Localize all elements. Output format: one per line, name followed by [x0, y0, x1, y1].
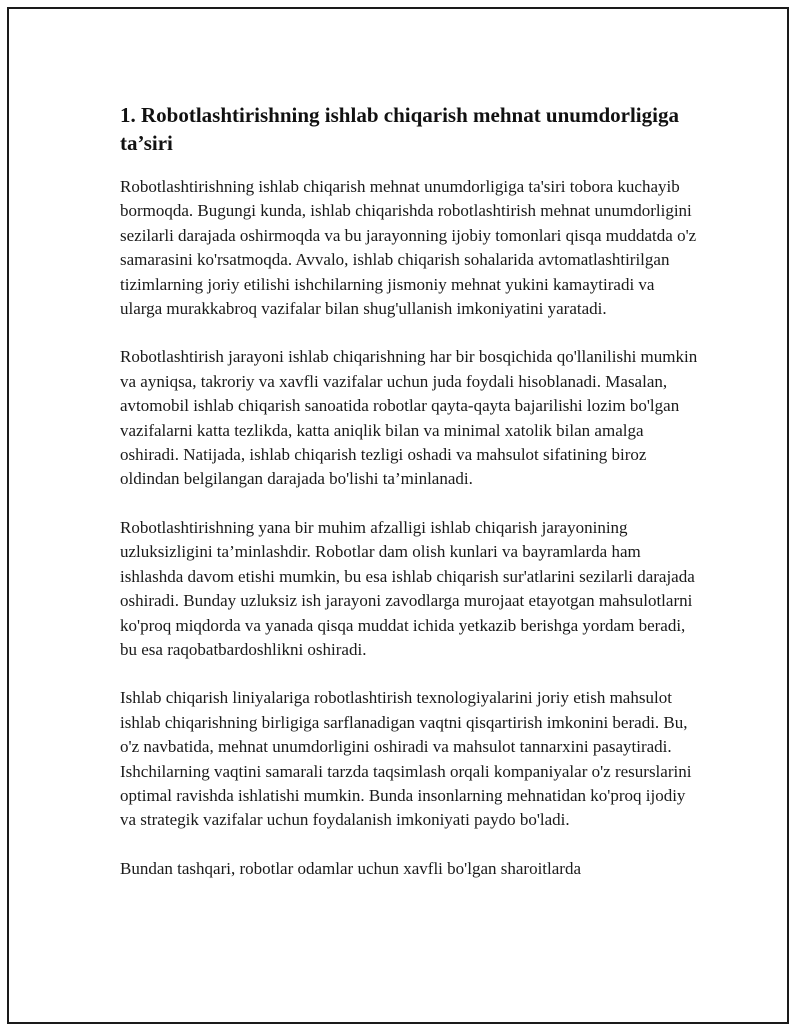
document-content	[120, 101, 700, 905]
paragraph-2: Robotlashtirish jarayoni ishlab chiqarishning har bir bosqichida qo'llanilishi mumkin va ayniqsa, takroriy va xavfli vazifalar uchun juda foydali hisoblanadi. Masalan, avtomobil ishlab chiqarish sanoatida robotlar qayta-qayta bajarilishi lozim bo'lgan vazifalarni katta tezlikda, katta aniqlik bilan va minimal xatolik bilan amalga oshiradi. Natijada, ishlab chiqarish tezligi oshadi va mahsulot sifatining biroz oldindan belgilangan darajada bo'lishi ta’minlanadi.	[120, 347, 698, 489]
paragraph-5: Bundan tashqari, robotlar odamlar uchun xavfli bo'lgan sharoitlarda	[120, 858, 581, 878]
paragraph-4: Ishlab chiqarish liniyalariga robotlashtirish texnologiyalarini joriy etish mahsulot ishlab chiqarishning birligiga sarflanadigan vaqtni qisqartirish imkonini beradi. Bu, o'z navbatida, mehnat unumdorligini oshiradi va mahsulot tannarxini pasaytiradi. Ishchilarning vaqtini samarali tarzda taqsimlash orqali kompaniyalar o'z resurslarini optimal ravishda ishlatishi mumkin. Bunda insonlarning mehnatidan ko'proq ijodiy va strategik vazifalar uchun foydalanish imkoniyati paydo bo'ladi.	[120, 688, 692, 830]
paragraph-1: Robotlashtirishning ishlab chiqarish mehnat unumdorligiga ta'siri tobora kuchayib bormoqda. Bugungi kunda, ishlab chiqarishda robotlashtirish mehnat unumdorligini sezilarli darajada oshirmoqda va bu jarayonning ijobiy tomonlari qisqa muddatda o'z samarasini ko'rsatmoqda. Avvalo, ishlab chiqarish sohalarida avtomatlashtirilgan tizimlarning joriy etilishi ishchilarning jismoniy mehnat yukini kamaytiradi va ularga murakkabroq vazifalar bilan shug'ullanish imkoniyatini yaratadi.	[120, 177, 697, 319]
section-heading: 1. Robotlashtirishning ishlab chiqarish mehnat unumdorligiga ta’siri	[120, 103, 679, 155]
page-frame	[7, 7, 789, 1024]
paragraph-3: Robotlashtirishning yana bir muhim afzalligi ishlab chiqarish jarayonining uzluksizligini ta’minlashdir. Robotlar dam olish kunlari va bayramlarda ham ishlashda davom etishi mumkin, bu esa ishlab chiqarish sur'atlarini sezilarli darajada oshiradi. Bunday uzluksiz ish jarayoni zavodlarga murojaat etayotgan mahsulotlarni ko'proq miqdorda va yanada qisqa muddat ichida yetkazib berishga yordam beradi, bu esa raqobatbardoshlikni oshiradi.	[120, 517, 695, 659]
